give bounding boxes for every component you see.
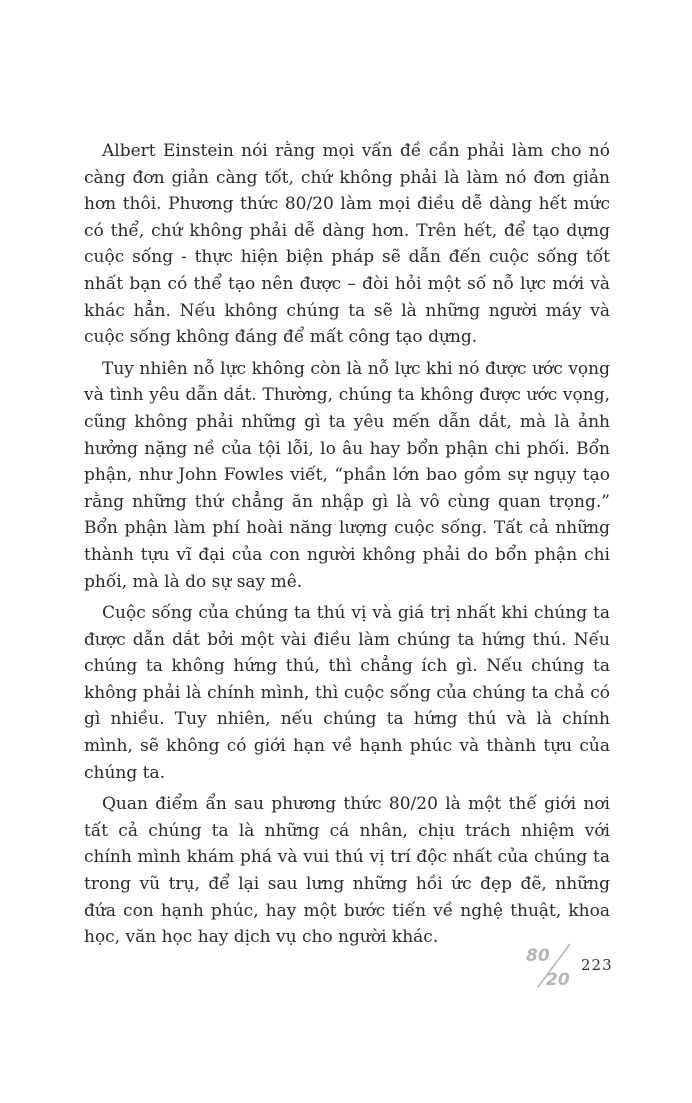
page-number: 223 <box>581 956 613 974</box>
paragraph-4: Quan điểm ẩn sau phương thức 80/20 là một thế giới nơi tất cả chúng ta là những cá nhân, chịu trách nhiệm với chính mình khám phá và vui thú vị trí độc nhất của chúng ta trong vũ trụ, để lại sau lưng những hồi ức đẹp đẽ, những đứa con hạnh phúc, hay một bước tiến về nghệ thuật, khoa học, văn học hay dịch vụ cho người khác. <box>84 794 610 948</box>
logo-bottom-digits: 20 <box>546 970 570 990</box>
page-footer <box>524 942 634 992</box>
logo-top-digits: 80 <box>526 946 550 966</box>
paragraph-3: Cuộc sống của chúng ta thú vị và giá trị nhất khi chúng ta được dẫn dắt bởi một vài điều làm chúng ta hứng thú. Nếu chúng ta không hứng thú, thì chẳng ích gì. Nếu chúng ta không phải là chính mình, thì cuộc sống của chúng ta chả có gì nhiều. Tuy nhiên, nếu chúng ta hứng thú và là chính mình, sẽ không có giới hạn về hạnh phúc và thành tựu của chúng ta. <box>84 603 610 783</box>
eighty-twenty-logo <box>524 942 580 990</box>
paragraph-1: Albert Einstein nói rằng mọi vấn đề cần phải làm cho nó càng đơn giản càng tốt, chứ không phải là làm nó đơn giản hơn thôi. Phương thức 80/20 làm mọi điều dễ dàng hết mức có thể, chứ không phải dễ dàng hơn. Trên hết, để tạo dựng cuộc sống - thực hiện biện pháp sẽ dẫn đến cuộc sống tốt nhất bạn có thể tạo nên được – đòi hỏi một số nỗ lực mới và khác hẳn. Nếu không chúng ta sẽ là những người máy và cuộc sống không đáng để mất công tạo dựng. <box>84 141 610 348</box>
body-text <box>84 138 610 956</box>
paragraph-2: Tuy nhiên nỗ lực không còn là nỗ lực khi nó được ước vọng và tình yêu dẫn dắt. Thường, chúng ta không được ước vọng, cũng không phải những gì ta yêu mến dẫn dắt, mà là ảnh hưởng nặng nề của tội lỗi, lo âu hay bổn phận chi phối. Bổn phận, như John Fowles viết, “phần lớn bao gồm sự ngụy tạo rằng những thứ chẳng ăn nhập gì là vô cùng quan trọng.” Bổn phận làm phí hoài năng lượng cuộc sống. Tất cả những thành tựu vĩ đại của con người không phải do bổn phận chi phối, mà là do sự say mê. <box>84 358 610 592</box>
